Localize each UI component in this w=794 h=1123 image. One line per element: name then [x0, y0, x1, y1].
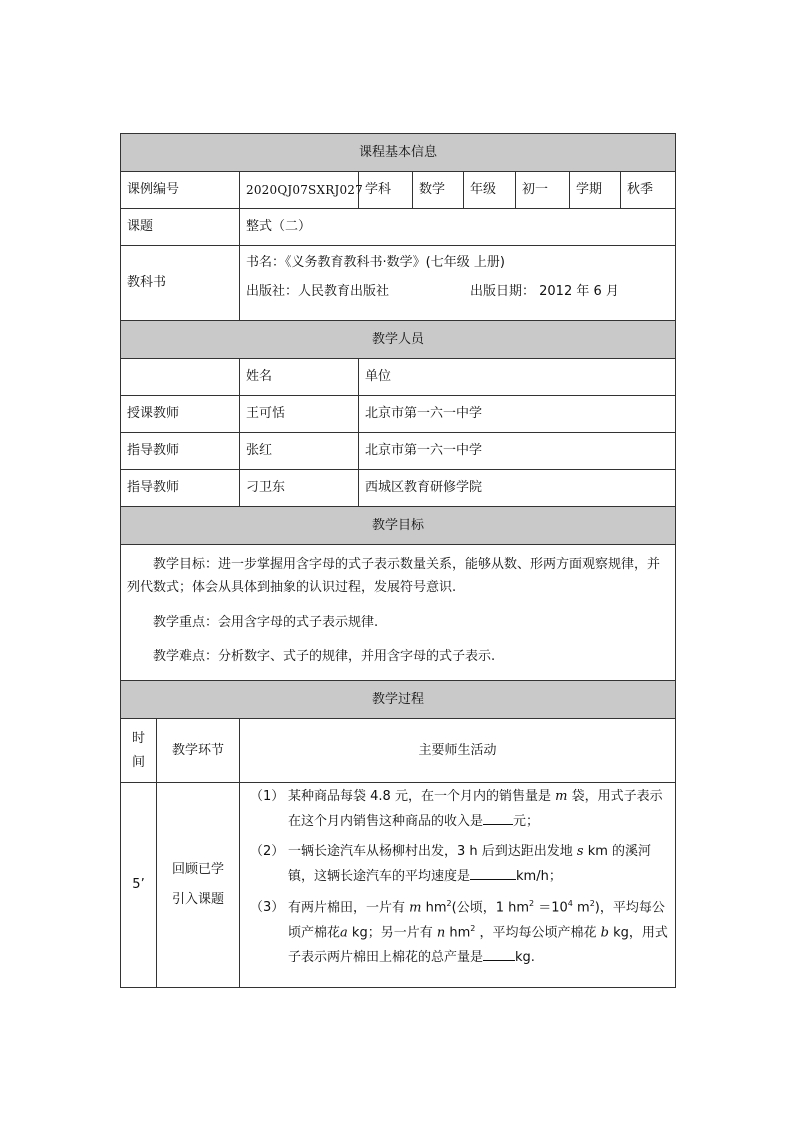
staff-name: 张红: [240, 433, 359, 470]
item-text: 有两片棉田，一片有 m $hm^2$(公顷，1 $hm^2 =10^4$ $m^2$)，平均每公顷产棉花a kg；另一片有 n $hm^2$ ，平均每公顷产棉花 b kg，用式子表示两片棉田上棉花的总产量是 kg.: [288, 898, 668, 965]
teaching-goal: 教学目标：进一步掌握用含字母的式子表示数量关系，能够从数、形两方面观察规律，并列代数式；体会从具体到抽象的认识过程，发展符号意识.: [127, 557, 661, 595]
publish-date: 出版日期： 2012 年 6 月: [470, 284, 619, 299]
publisher-row: [246, 276, 669, 308]
publisher: 出版社：人民教育出版社: [246, 284, 390, 299]
staff-role: 指导教师: [121, 433, 240, 470]
teaching-key-point: 教学重点：会用含字母的式子表示规律.: [153, 614, 379, 630]
objectives-body: [121, 545, 676, 681]
subject-label: 学科: [359, 172, 413, 209]
answer-blank: [483, 812, 513, 825]
process-col-activity: 主要师生活动: [240, 719, 676, 783]
textbook-info: [240, 246, 676, 321]
topic-value: 整式（二）: [240, 209, 676, 246]
lesson-plan-table: [120, 133, 676, 988]
term-value: 秋季: [621, 172, 676, 209]
process-col-stage: 教学环节: [157, 719, 240, 783]
grade-label: 年级: [464, 172, 516, 209]
item-number: （1）: [250, 789, 285, 804]
staff-role: 指导教师: [121, 470, 240, 507]
item-number: （3）: [250, 899, 285, 915]
textbook-label: 教科书: [121, 246, 240, 321]
book-title: 书名：《义务教育教科书·数学》(七年级 上册): [246, 255, 505, 270]
variable-m: m: [555, 789, 568, 804]
activity-item-2: [240, 840, 669, 889]
staff-unit: 西城区教育研修学院: [359, 470, 676, 507]
staff-col-name: 姓名: [240, 359, 359, 396]
section-header-objectives: 教学目标: [121, 507, 676, 545]
section-header-process: 教学过程: [121, 681, 676, 719]
item-text: 某种商品每袋 4.8 元，在一个月内的销售量是 m 袋，用式子表示在这个月内销售这种商品的收入是 元；: [288, 789, 663, 829]
activity-item-3: [240, 896, 669, 971]
teaching-difficulty: 教学难点：分析数字、式子的规律，并用含字母的式子表示.: [153, 649, 496, 665]
term-label: 学期: [570, 172, 621, 209]
process-activities: [240, 783, 676, 988]
stage-line-2: 引入课题: [171, 892, 224, 907]
variable-s: s: [576, 844, 584, 860]
staff-role: 授课教师: [121, 396, 240, 433]
answer-blank: [470, 867, 516, 880]
topic-label: 课题: [121, 209, 240, 246]
staff-unit: 北京市第一六一中学: [359, 396, 676, 433]
staff-name: 王可恬: [240, 396, 359, 433]
process-time-value: 5’: [121, 783, 157, 988]
staff-header-blank: [121, 359, 240, 396]
process-stage: [157, 783, 240, 988]
subject-value: 数学: [413, 172, 464, 209]
answer-blank: [483, 948, 515, 961]
activity-item-1: [240, 785, 669, 834]
item-text: 一辆长途汽车从杨柳村出发，3 h 后到达距出发地 s km 的溪河镇，这辆长途汽车的平均速度是 km/h；: [288, 844, 652, 885]
staff-unit: 北京市第一六一中学: [359, 433, 676, 470]
item-number: （2）: [250, 844, 285, 860]
section-header-staff: 教学人员: [121, 321, 676, 359]
staff-name: 刁卫东: [240, 470, 359, 507]
lesson-plan-sheet: [120, 133, 675, 988]
grade-value: 初一: [516, 172, 570, 209]
process-col-time: 时间: [121, 719, 157, 783]
stage-line-1: 回顾已学: [171, 862, 224, 878]
staff-col-unit: 单位: [359, 359, 676, 396]
case-no-label: 课例编号: [121, 172, 240, 209]
case-no-value: 2020QJ07SXRJ027: [240, 172, 359, 209]
section-header-course-info: 课程基本信息: [121, 134, 676, 172]
